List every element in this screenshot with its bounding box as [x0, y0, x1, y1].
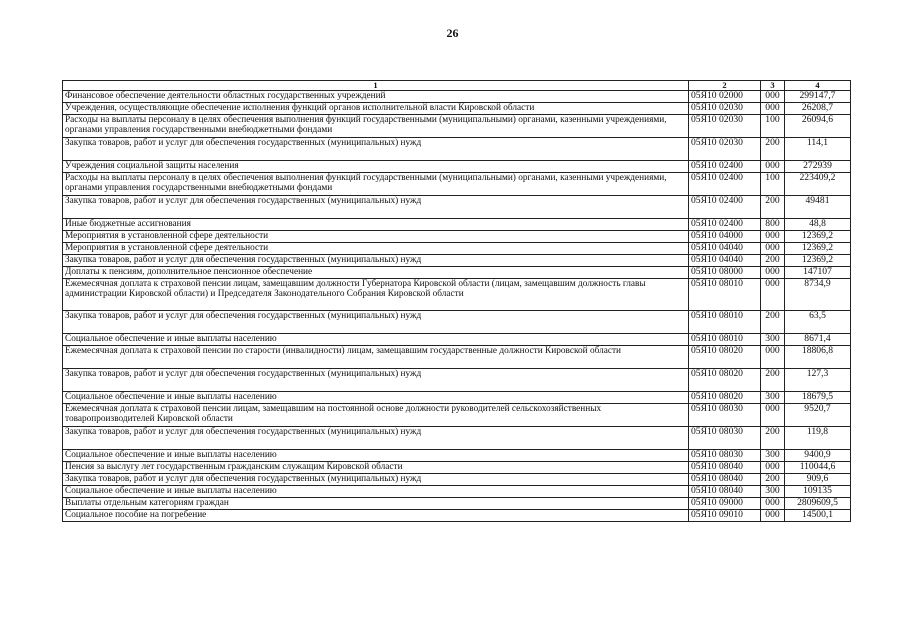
row-sum: 147107 — [785, 267, 851, 279]
row-type: 000 — [761, 161, 785, 173]
row-type: 000 — [761, 103, 785, 115]
row-code: 05Я10 02030 — [689, 138, 761, 161]
row-sum: 26094,6 — [785, 115, 851, 138]
table-row — [63, 91, 851, 103]
row-name: Учреждения социальной защиты населения — [63, 161, 689, 173]
row-sum: 12369,2 — [785, 231, 851, 243]
row-sum: 110044,6 — [785, 462, 851, 474]
row-code: 05Я10 02030 — [689, 103, 761, 115]
row-name: Ежемесячная доплата к страховой пенсии лицам, замещавшим должности Губернатора Кировской области (лицам, замещавшим должность главы администрации Кировской области) и Председателя Законодательного Собрания Кировской области — [63, 279, 689, 311]
header-row — [63, 81, 851, 91]
row-type: 200 — [761, 311, 785, 334]
page-number: 26 — [446, 26, 459, 40]
header-col-4: 4 — [785, 81, 851, 91]
row-name: Социальное обеспечение и иные выплаты населению — [63, 450, 689, 462]
row-type: 200 — [761, 369, 785, 392]
row-code: 05Я10 02030 — [689, 115, 761, 138]
row-code: 05Я10 08030 — [689, 427, 761, 450]
row-name: Закупка товаров, работ и услуг для обеспечения государственных (муниципальных) нужд — [63, 474, 689, 486]
table-row — [63, 427, 851, 450]
table-row — [63, 279, 851, 311]
row-name: Закупка товаров, работ и услуг для обеспечения государственных (муниципальных) нужд — [63, 427, 689, 450]
row-sum: 9520,7 — [785, 404, 851, 427]
table-row — [63, 510, 851, 522]
row-type: 200 — [761, 474, 785, 486]
row-sum: 48,8 — [785, 219, 851, 231]
row-type: 000 — [761, 462, 785, 474]
row-type: 000 — [761, 267, 785, 279]
table-row — [63, 369, 851, 392]
table-row — [63, 474, 851, 486]
row-name: Доплаты к пенсиям, дополнительное пенсионное обеспечение — [63, 267, 689, 279]
row-name: Учреждения, осуществляющие обеспечение исполнения функций органов исполнительной власти Кировской области — [63, 103, 689, 115]
table-row — [63, 161, 851, 173]
row-sum: 299147,7 — [785, 91, 851, 103]
table-row — [63, 196, 851, 219]
row-code: 05Я10 02400 — [689, 161, 761, 173]
table-row — [63, 267, 851, 279]
row-type: 000 — [761, 498, 785, 510]
row-code: 05Я10 04040 — [689, 255, 761, 267]
row-sum: 109135 — [785, 486, 851, 498]
table-row — [63, 450, 851, 462]
row-code: 05Я10 04040 — [689, 243, 761, 255]
row-sum: 119,8 — [785, 427, 851, 450]
table-row — [63, 498, 851, 510]
table-row — [63, 103, 851, 115]
row-type: 200 — [761, 427, 785, 450]
row-sum: 127,3 — [785, 369, 851, 392]
header-col-1: 1 — [63, 81, 689, 91]
table-row — [63, 486, 851, 498]
row-code: 05Я10 02400 — [689, 173, 761, 196]
row-code: 05Я10 09000 — [689, 498, 761, 510]
row-sum: 114,1 — [785, 138, 851, 161]
row-sum: 12369,2 — [785, 243, 851, 255]
row-sum: 49481 — [785, 196, 851, 219]
row-code: 05Я10 08020 — [689, 369, 761, 392]
table-row — [63, 243, 851, 255]
row-name: Социальное обеспечение и иные выплаты населению — [63, 334, 689, 346]
row-sum: 8671,4 — [785, 334, 851, 346]
row-code: 05Я10 08030 — [689, 404, 761, 427]
row-type: 000 — [761, 231, 785, 243]
row-sum: 12369,2 — [785, 255, 851, 267]
row-name: Закупка товаров, работ и услуг для обеспечения государственных (муниципальных) нужд — [63, 255, 689, 267]
row-name: Мероприятия в установленной сфере деятельности — [63, 231, 689, 243]
row-sum: 14500,1 — [785, 510, 851, 522]
table-row — [63, 346, 851, 369]
row-code: 05Я10 08010 — [689, 334, 761, 346]
row-sum: 909,6 — [785, 474, 851, 486]
row-name: Расходы на выплаты персоналу в целях обеспечения выполнения функций государственными (муниципальными) органами, казенными учреждениями, органами управления государственными внебюджетными фондами — [63, 115, 689, 138]
row-code: 05Я10 08030 — [689, 450, 761, 462]
row-code: 05Я10 08010 — [689, 279, 761, 311]
row-code: 05Я10 08040 — [689, 462, 761, 474]
table-row — [63, 311, 851, 334]
row-type: 200 — [761, 138, 785, 161]
row-sum: 272939 — [785, 161, 851, 173]
row-code: 05Я10 04000 — [689, 231, 761, 243]
row-name: Закупка товаров, работ и услуг для обеспечения государственных (муниципальных) нужд — [63, 138, 689, 161]
row-code: 05Я10 08040 — [689, 486, 761, 498]
row-type: 300 — [761, 334, 785, 346]
row-name: Закупка товаров, работ и услуг для обеспечения государственных (муниципальных) нужд — [63, 311, 689, 334]
row-name: Ежемесячная доплата к страховой пенсии лицам, замещавшим на постоянной основе должности руководителей сельскохозяйственных товаропроизводителей Кировской области — [63, 404, 689, 427]
row-type: 200 — [761, 255, 785, 267]
row-name: Социальное обеспечение и иные выплаты населению — [63, 486, 689, 498]
row-code: 05Я10 09010 — [689, 510, 761, 522]
row-code: 05Я10 08020 — [689, 346, 761, 369]
row-name: Социальное обеспечение и иные выплаты населению — [63, 392, 689, 404]
row-code: 05Я10 02400 — [689, 196, 761, 219]
row-type: 000 — [761, 510, 785, 522]
header-col-3: 3 — [761, 81, 785, 91]
row-type: 000 — [761, 91, 785, 103]
row-code: 05Я10 08040 — [689, 474, 761, 486]
row-name: Закупка товаров, работ и услуг для обеспечения государственных (муниципальных) нужд — [63, 196, 689, 219]
table-row — [63, 173, 851, 196]
table-row — [63, 115, 851, 138]
row-name: Пенсия за выслугу лет государственным гражданским служащим Кировской области — [63, 462, 689, 474]
row-sum: 2809609,5 — [785, 498, 851, 510]
row-type: 100 — [761, 173, 785, 196]
table-row — [63, 334, 851, 346]
row-type: 300 — [761, 486, 785, 498]
row-sum: 8734,9 — [785, 279, 851, 311]
row-type: 800 — [761, 219, 785, 231]
row-sum: 26208,7 — [785, 103, 851, 115]
row-sum: 63,5 — [785, 311, 851, 334]
row-code: 05Я10 08010 — [689, 311, 761, 334]
row-type: 300 — [761, 450, 785, 462]
row-name: Ежемесячная доплата к страховой пенсии по старости (инвалидности) лицам, замещавшим государственные должности Кировской области — [63, 346, 689, 369]
table-row — [63, 219, 851, 231]
row-name: Закупка товаров, работ и услуг для обеспечения государственных (муниципальных) нужд — [63, 369, 689, 392]
row-sum: 9400,9 — [785, 450, 851, 462]
row-type: 300 — [761, 392, 785, 404]
row-name: Мероприятия в установленной сфере деятельности — [63, 243, 689, 255]
row-type: 000 — [761, 346, 785, 369]
row-sum: 18679,5 — [785, 392, 851, 404]
row-type: 100 — [761, 115, 785, 138]
row-code: 05Я10 02000 — [689, 91, 761, 103]
row-name: Социальное пособие на погребение — [63, 510, 689, 522]
table-row — [63, 404, 851, 427]
table-row — [63, 138, 851, 161]
header-col-2: 2 — [689, 81, 761, 91]
row-type: 000 — [761, 243, 785, 255]
row-code: 05Я10 08020 — [689, 392, 761, 404]
budget-table — [62, 80, 851, 522]
table-row — [63, 462, 851, 474]
row-sum: 18806,8 — [785, 346, 851, 369]
row-name: Иные бюджетные ассигнования — [63, 219, 689, 231]
table-row — [63, 255, 851, 267]
row-code: 05Я10 08000 — [689, 267, 761, 279]
row-type: 000 — [761, 404, 785, 427]
row-name: Расходы на выплаты персоналу в целях обеспечения выполнения функций государственными (муниципальными) органами, казенными учреждениями, органами управления государственными внебюджетными фондами — [63, 173, 689, 196]
row-code: 05Я10 02400 — [689, 219, 761, 231]
row-name: Финансовое обеспечение деятельности областных государственных учреждений — [63, 91, 689, 103]
table-row — [63, 231, 851, 243]
row-type: 200 — [761, 196, 785, 219]
row-sum: 223409,2 — [785, 173, 851, 196]
table-row — [63, 392, 851, 404]
row-name: Выплаты отдельным категориям граждан — [63, 498, 689, 510]
row-type: 000 — [761, 279, 785, 311]
